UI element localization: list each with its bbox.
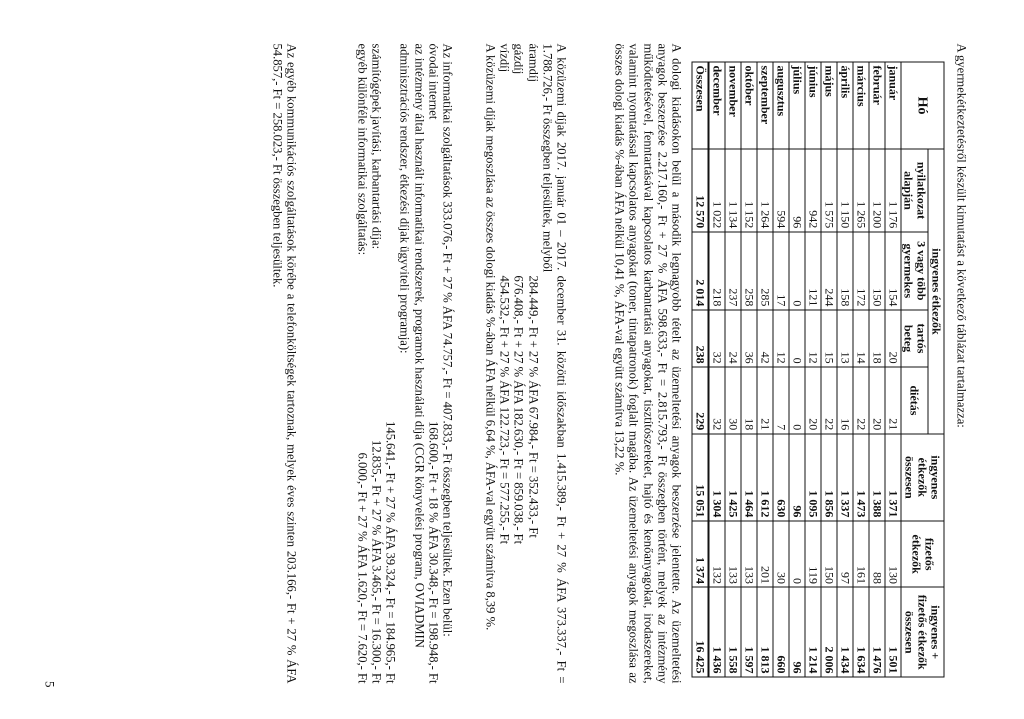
utilities-intro: A közüzemi díjak 2017. január 01 – 2017. december 31. közötti időszakban 1.415.389,- Ft + 27 % ÁFA 373.337,- Ft = 1.788.726,- Ft összegben teljesültek, melyből: [539, 43, 568, 683]
header-declaration: nyilatkozat alapján: [901, 149, 928, 232]
table-cell: 1 464: [741, 433, 757, 520]
header-month: Hó: [901, 62, 944, 149]
table-cell: 1 597: [741, 587, 757, 677]
table-cell: 1 371: [885, 433, 901, 520]
table-cell: 1 176: [885, 149, 901, 232]
table-cell-month: április: [837, 62, 853, 149]
table-cell-month: március: [853, 62, 869, 149]
table-cell: 158: [837, 231, 853, 309]
table-row: [789, 62, 805, 677]
table-cell: 17: [773, 231, 789, 309]
item-value: 6.000,- Ft + 27 % ÁFA 1.620,- Ft = 7.620,- Ft: [354, 452, 369, 683]
table-cell: 1 813: [757, 587, 773, 677]
table-cell: 1 200: [869, 149, 885, 232]
table-cell-month: február: [869, 62, 885, 149]
header-free-meals-group: ingyenes étkezők: [928, 149, 944, 434]
table-row: [885, 62, 901, 677]
table-cell: 32: [708, 367, 725, 434]
table-row: [741, 62, 757, 677]
it-services-items: [355, 43, 440, 683]
item-value: 12.835,- Ft + 27 % ÁFA 3.465,- Ft = 16.300,- Ft: [368, 439, 383, 683]
table-cell: 132: [708, 520, 725, 587]
list-item: [383, 43, 426, 683]
table-cell: 30: [725, 367, 741, 434]
table-cell: 1 150: [837, 149, 853, 232]
table-row: [869, 62, 885, 677]
table-cell: 2 014: [692, 231, 709, 309]
table-cell: 1 022: [708, 149, 725, 232]
table-cell-month: július: [789, 62, 805, 149]
table-cell: 1 473: [853, 433, 869, 520]
table-cell: 244: [821, 231, 837, 309]
meal-statistics-table: [691, 61, 944, 677]
table-cell: 1 304: [708, 433, 725, 520]
table-row: [708, 62, 725, 677]
table-cell: 660: [773, 587, 789, 677]
item-value: 284.449,- Ft + 27 % ÁFA 67.984,- Ft = 352.433,- Ft: [525, 275, 540, 538]
table-cell: 1 634: [853, 587, 869, 677]
table-cell: 161: [853, 520, 869, 587]
table-cell: 237: [725, 231, 741, 309]
item-value: 145.641,- Ft + 27 % ÁFA 39.324,- Ft = 184.965,- Ft: [383, 420, 398, 683]
table-cell: 12: [773, 309, 789, 366]
header-free-total: ingyenes étkezők összesen: [901, 433, 944, 520]
table-cell: 12 570: [692, 149, 709, 232]
table-cell: 96: [789, 433, 805, 520]
table-cell: 201: [757, 520, 773, 587]
table-cell: 238: [692, 309, 709, 366]
table-cell-month: augusztus: [773, 62, 789, 149]
table-cell: 154: [885, 231, 901, 309]
page-number: 5: [42, 680, 58, 687]
list-item: [525, 43, 539, 683]
table-cell: 1 264: [757, 149, 773, 232]
table-cell: 630: [773, 433, 789, 520]
table-cell: 1 501: [885, 587, 901, 677]
table-cell: 18: [741, 367, 757, 434]
table-cell: 172: [853, 231, 869, 309]
table-cell: 0: [789, 231, 805, 309]
it-services-intro: Az informatikai szolgáltatások 333.076,- Ft + 27 % ÁFA 74.757,- Ft = 407.833,- Ft összegben teljesültek. Ezen belül:: [440, 43, 454, 637]
table-cell: 1 152: [741, 149, 757, 232]
communication-section: [270, 43, 298, 683]
table-cell: 18: [869, 309, 885, 366]
item-label: óvodai internet: [425, 43, 440, 119]
table-row: [837, 62, 853, 677]
table-cell: 285: [757, 231, 773, 309]
item-label: egyéb különféle informatikai szolgáltatás:: [354, 43, 369, 255]
table-cell: 133: [741, 520, 757, 587]
communication-text: Az egyéb kommunikációs szolgáltatások körébe a telefonköltségek tartoznak, melyek éves szinten 203.166,- Ft + 27 % ÁFA 54.857,- Ft = 258.023,- Ft összegben teljesültek.: [269, 43, 298, 683]
table-cell: 32: [708, 309, 725, 366]
table-cell: 1 575: [821, 149, 837, 232]
table-cell: 218: [708, 231, 725, 309]
table-cell: 24: [725, 309, 741, 366]
table-cell: 15 051: [692, 433, 709, 520]
table-cell: 1 425: [725, 433, 741, 520]
table-cell: 20: [805, 367, 821, 434]
table-cell-month: szeptember: [757, 62, 773, 149]
table-cell-month: június: [805, 62, 821, 149]
header-chronically-ill: tartós beteg: [901, 309, 928, 366]
table-cell: 30: [773, 520, 789, 587]
utilities-section: [483, 43, 568, 683]
table-cell: 1 436: [708, 587, 725, 677]
table-cell: 0: [789, 520, 805, 587]
item-label: áramdíj: [525, 43, 540, 82]
table-cell: 36: [741, 309, 757, 366]
table-cell: 96: [789, 587, 805, 677]
table-cell: 21: [885, 367, 901, 434]
table-cell: 2 006: [821, 587, 837, 677]
table-cell: 1 265: [853, 149, 869, 232]
table-cell-month: december: [708, 62, 725, 149]
table-cell-month: Összesen: [692, 62, 709, 149]
table-cell: 1 134: [725, 149, 741, 232]
item-label: az intézmény által használt informatikai rendszerek, programok használati díja (CGR könyvelési program, OVIADMIN adminisztrációs rendszer, étkezési díjak ügyviteli programja):: [397, 43, 426, 648]
table-cell: 150: [869, 231, 885, 309]
table-cell: 88: [869, 520, 885, 587]
table-cell: 1 434: [837, 587, 853, 677]
table-cell: 942: [805, 149, 821, 232]
table-cell: 1 558: [725, 587, 741, 677]
table-cell: 121: [805, 231, 821, 309]
table-row: [805, 62, 821, 677]
table-row: [757, 62, 773, 677]
table-cell: 150: [821, 520, 837, 587]
table-cell: 16 425: [692, 587, 709, 677]
header-grand-total: ingyenes + fizetős étkezők összesen: [901, 587, 944, 677]
item-value: 454.532,- Ft + 27 % ÁFA 122.723,- Ft = 577.255,- Ft: [497, 275, 512, 544]
table-total-row: [692, 62, 709, 677]
table-row: [853, 62, 869, 677]
table-row: [821, 62, 837, 677]
header-dietary: diétás: [901, 367, 928, 434]
table-cell: 1 214: [805, 587, 821, 677]
header-paying: fizetős étkezők: [901, 520, 944, 587]
table-cell: 229: [692, 367, 709, 434]
it-services-section: [355, 43, 454, 683]
header-three-or-more-children: 3 vagy több gyermekes: [901, 231, 928, 309]
operating-materials-section: [612, 43, 683, 683]
table-cell: 594: [773, 149, 789, 232]
item-value: 676.408,- Ft + 27 % ÁFA 182.630,- Ft = 859.038,- Ft: [511, 275, 526, 544]
table-cell: 21: [757, 367, 773, 434]
table-cell: 22: [853, 367, 869, 434]
item-value: 168.600,- Ft + 18 % ÁFA 30.348,- Ft = 198.948,- Ft: [425, 420, 440, 683]
table-cell: 0: [789, 367, 805, 434]
utilities-items: [497, 43, 540, 683]
table-cell: 1 337: [837, 433, 853, 520]
table-cell: 16: [837, 367, 853, 434]
table-cell: 20: [869, 367, 885, 434]
table-cell: 1 856: [821, 433, 837, 520]
table-cell-month: október: [741, 62, 757, 149]
table-cell: 258: [741, 231, 757, 309]
table-row: [725, 62, 741, 677]
table-cell: 15: [821, 309, 837, 366]
table-cell: 7: [773, 367, 789, 434]
table-cell: 0: [789, 309, 805, 366]
item-label: vízdíj: [497, 43, 512, 72]
list-item: [369, 43, 383, 683]
table-cell: 119: [805, 520, 821, 587]
table-cell: 20: [885, 309, 901, 366]
table-cell: 12: [805, 309, 821, 366]
table-cell: 130: [885, 520, 901, 587]
item-label: számítógépek javítási, karbantartási díja:: [368, 43, 383, 249]
table-cell-month: január: [885, 62, 901, 149]
table-cell: 96: [789, 149, 805, 232]
list-item: [426, 43, 440, 683]
table-cell: 14: [853, 309, 869, 366]
utilities-share: A közüzemi díjak megoszlása az összes dologi kiadás %-ában ÁFA nélkül 6,64 %, ÁFA-val együtt számítva 8,39 %.: [482, 43, 497, 630]
table-cell: 1 095: [805, 433, 821, 520]
table-cell: 22: [821, 367, 837, 434]
table-cell: 1 388: [869, 433, 885, 520]
table-cell-month: november: [725, 62, 741, 149]
list-item: [497, 43, 511, 683]
operating-materials-text: A dologi kiadásokon belül a második legnagyobb tételt az üzemeltetési anyagok beszerzése jelentette. Az üzemeltetési anyagok beszerzése 2.217.160,- Ft + 27 % ÁFA 598.633,- Ft = 2.815.793,- Ft összegben történt, melyek az intézmény működtetésével, fenntartásával kapcsolatos karbantartási anyagokat, tisztítószereket, hajtó és kenőanyagokat, irodaszereket, valamint nyomtatással kapcsolatos anyagokat (toner, tintapatronok) foglalt magába. Az üzemeltetési anyagok megoszlása az összes dologi kiadás %-ában ÁFA nélkül 10,41 %, ÁFA-val együtt számítva 13,22 %.: [612, 43, 683, 683]
intro-text: A gyermekétkeztetésről készült kimutatást a következő táblázat tartalmazza:: [954, 43, 968, 428]
list-item: [511, 43, 525, 683]
table-cell-month: május: [821, 62, 837, 149]
list-item: [355, 43, 369, 683]
table-cell: 97: [837, 520, 853, 587]
table-row: [773, 62, 789, 677]
table-cell: 1 476: [869, 587, 885, 677]
table-cell: 1 374: [692, 520, 709, 587]
item-label: gázdíj: [511, 43, 526, 74]
table-cell: 1 612: [757, 433, 773, 520]
table-cell: 42: [757, 309, 773, 366]
table-cell: 13: [837, 309, 853, 366]
table-cell: 133: [725, 520, 741, 587]
